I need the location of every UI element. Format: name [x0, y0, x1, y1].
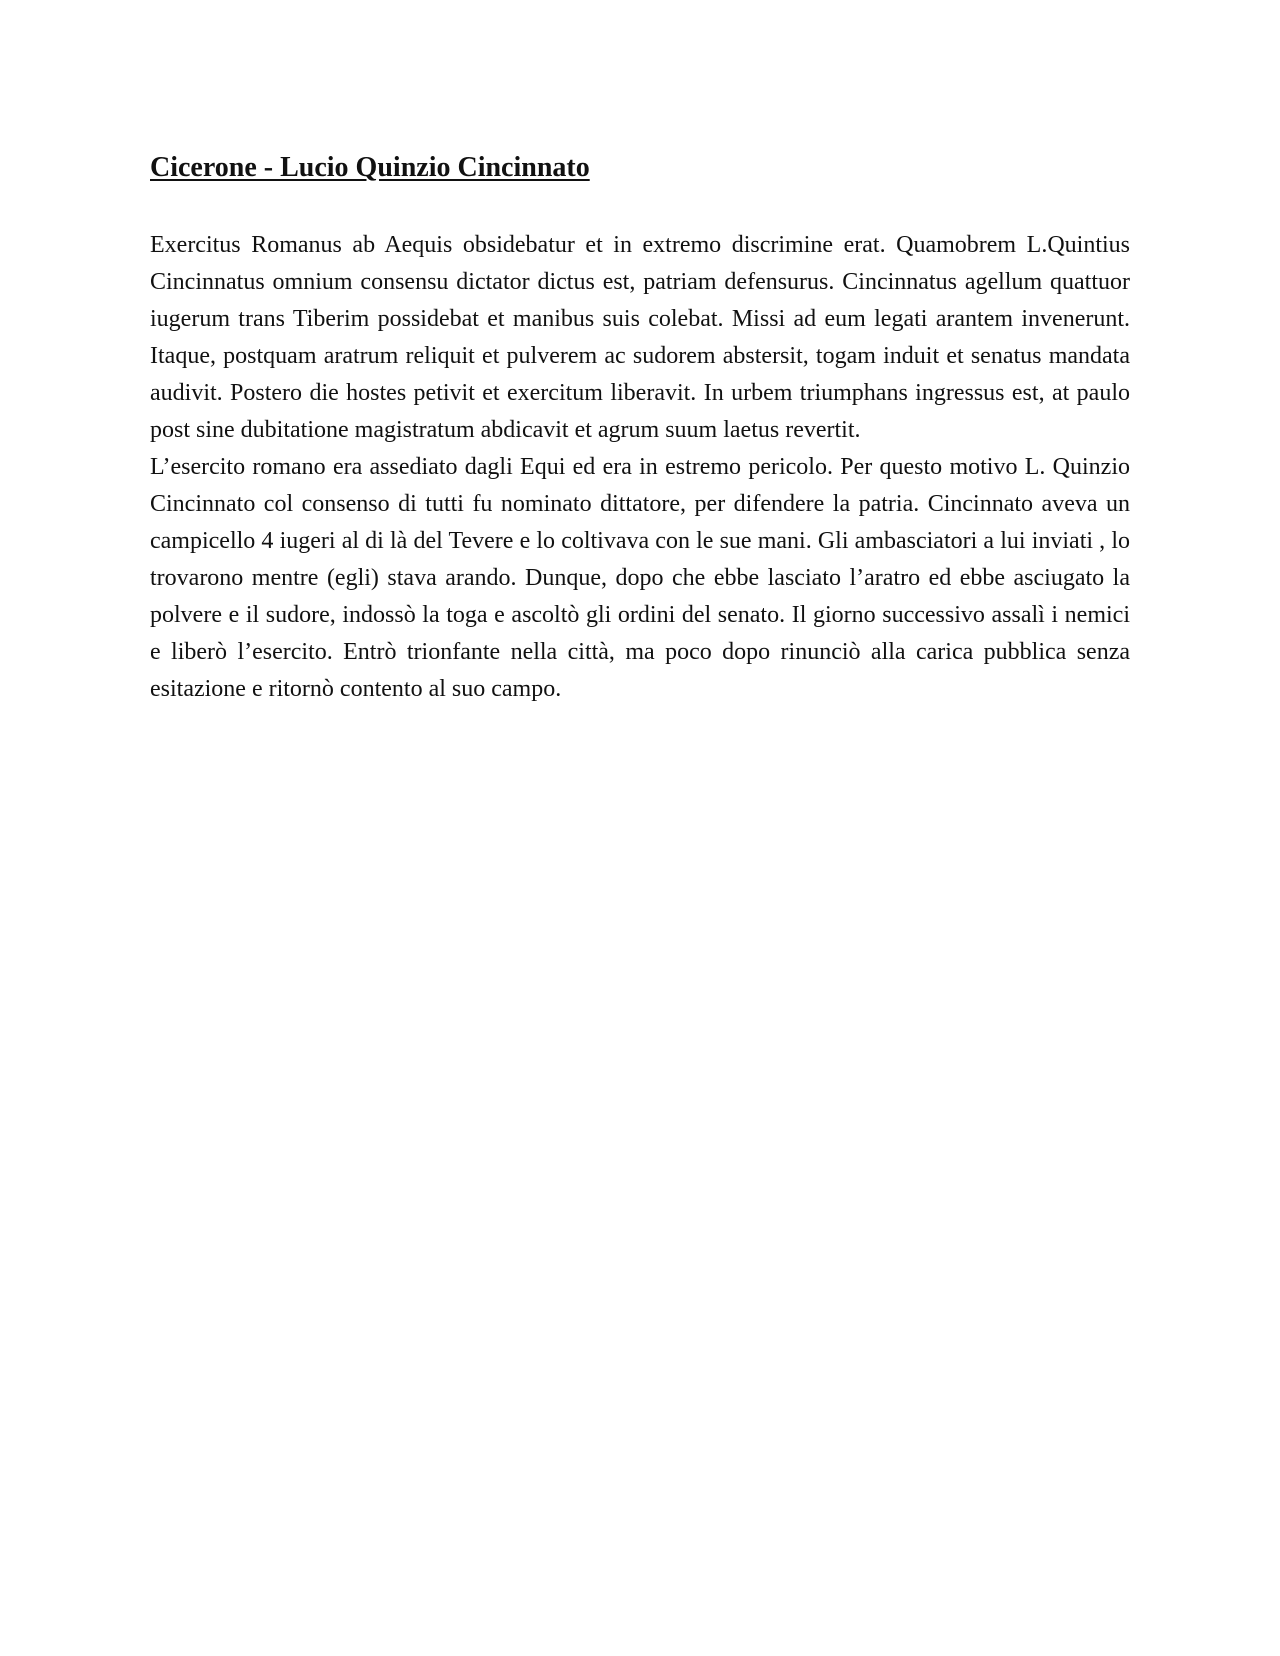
latin-paragraph: Exercitus Romanus ab Aequis obsidebatur et in extremo discrimine erat. Quamobrem L.Quintius Cincinnatus omnium consensu dictator dictus est, patriam defensurus. Cincinnatus agellum quattuor iugerum trans Tiberim possidebat et manibus suis colebat. Missi ad eum legati arantem invenerunt. Itaque, postquam aratrum reliquit et pulverem ac sudorem abstersit, togam induit et senatus mandata audivit. Postero die hostes petivit et exercitum liberavit. In urbem triumphans ingressus est, at paulo post sine dubitatione magistratum abdicavit et agrum suum laetus revertit. [150, 232, 1130, 443]
document-content [150, 148, 1130, 708]
document-title: Cicerone - Lucio Quinzio Cincinnato [150, 152, 590, 183]
document-body [150, 227, 1130, 708]
italian-translation-paragraph: L’esercito romano era assediato dagli Equi ed era in estremo pericolo. Per questo motivo L. Quinzio Cincinnato col consenso di tutti fu nominato dittatore, per difendere la patria. Cincinnato aveva un campicello 4 iugeri al di là del Tevere e lo coltivava con le sue mani. Gli ambasciatori a lui inviati , lo trovarono mentre (egli) stava arando. Dunque, dopo che ebbe lasciato l’aratro ed ebbe asciugato la polvere e il sudore, indossò la toga e ascoltò gli ordini del senato. Il giorno successivo assalì i nemici e liberò l’esercito. Entrò trionfante nella città, ma poco dopo rinunciò alla carica pubblica senza esitazione e ritornò contento al suo campo. [150, 454, 1130, 702]
